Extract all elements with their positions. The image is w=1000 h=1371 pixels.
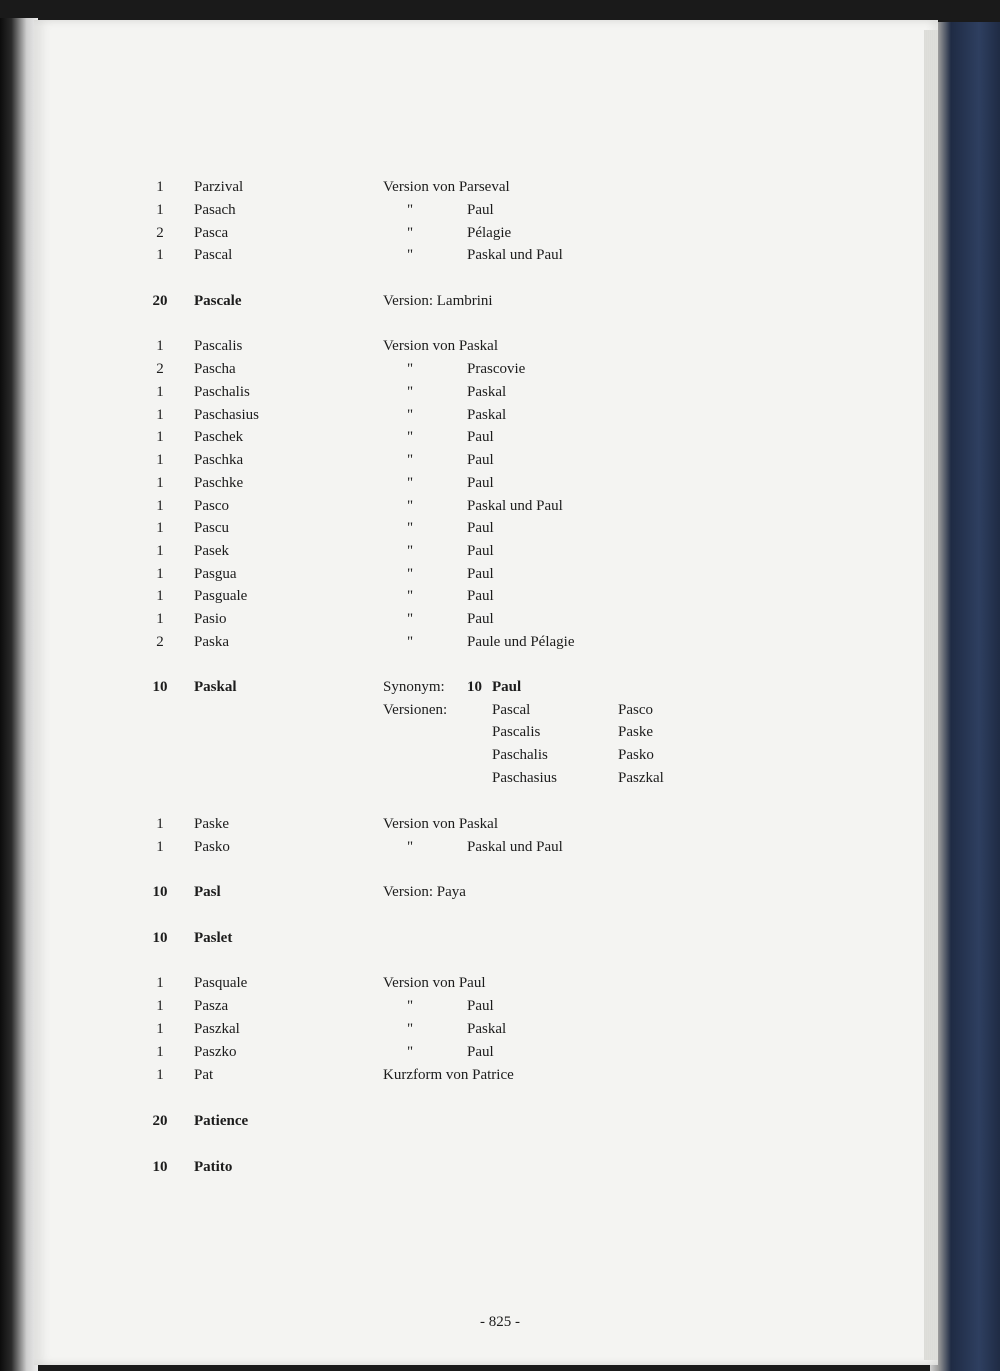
entry-name: Paschka [194, 452, 244, 468]
entry-target: Paskal [467, 407, 507, 423]
entry-relation: Kurzform von Patrice [383, 1067, 514, 1083]
entry-name: Pascha [194, 361, 236, 377]
entry-count: 1 [156, 1067, 164, 1083]
ditto-mark: " [407, 520, 414, 536]
entry-count: 1 [156, 1021, 164, 1037]
entry-name: Pasko [194, 839, 230, 855]
entry-count: 10 [152, 884, 168, 900]
entry-name: Pasio [194, 611, 227, 627]
ditto-mark: " [407, 998, 414, 1014]
entry-count: 1 [156, 1044, 164, 1060]
entry-name: Pasguale [194, 588, 248, 604]
entry-name: Patito [194, 1159, 233, 1175]
entry-name: Paschke [194, 475, 244, 491]
entry-target: Paul [467, 520, 494, 536]
entry-count: 2 [156, 361, 164, 377]
ditto-mark: " [407, 839, 414, 855]
versions-label: Versionen: [383, 702, 448, 718]
entry-count: 2 [156, 634, 164, 650]
entry-name: Paska [194, 634, 229, 650]
entry-target: Paul [467, 998, 494, 1014]
ditto-mark: " [407, 543, 414, 559]
ditto-mark: " [407, 588, 414, 604]
entry-count: 1 [156, 498, 164, 514]
entry-relation: Version: Lambrini [383, 293, 493, 309]
entry-name: Paslet [194, 930, 233, 946]
synonym-count: 10 [467, 679, 482, 695]
synonym-name: Paul [492, 679, 522, 695]
entry-count: 1 [156, 839, 164, 855]
entry-relation: Version von Paul [383, 975, 486, 991]
entry-count: 10 [152, 930, 168, 946]
ditto-mark: " [407, 634, 414, 650]
entry-name: Pasl [194, 884, 221, 900]
ditto-mark: " [407, 611, 414, 627]
entry-target: Paul [467, 588, 494, 604]
entry-count: 1 [156, 384, 164, 400]
page-edges [924, 30, 938, 1360]
ditto-mark: " [407, 429, 414, 445]
entry-name: Pascale [194, 293, 242, 309]
entry-name: Paschasius [194, 407, 259, 423]
entry-name: Pascu [194, 520, 229, 536]
ditto-mark: " [407, 1021, 414, 1037]
version-name: Pasko [618, 747, 654, 763]
entry-target: Paskal [467, 384, 507, 400]
entry-name: Parzival [194, 179, 244, 195]
entry-target: Paskal und Paul [467, 498, 563, 514]
entry-target: Paskal und Paul [467, 247, 563, 263]
entry-name: Pasquale [194, 975, 248, 991]
entry-count: 1 [156, 452, 164, 468]
entry-target: Paul [467, 429, 494, 445]
entry-name: Pasgua [194, 566, 237, 582]
entry-target: Paul [467, 566, 494, 582]
ditto-mark: " [407, 202, 414, 218]
entry-name: Patience [194, 1113, 249, 1129]
entry-target: Paul [467, 1044, 494, 1060]
entry-count: 1 [156, 975, 164, 991]
entry-relation: Version von Paskal [383, 816, 498, 832]
version-name: Paske [618, 724, 653, 740]
entry-name: Pasza [194, 998, 229, 1014]
version-name: Paszkal [618, 770, 664, 786]
entry-count: 10 [152, 1159, 168, 1175]
version-name: Paschasius [492, 770, 557, 786]
book-spine-edge [0, 18, 38, 1371]
ditto-mark: " [407, 566, 414, 582]
entry-name: Pasach [194, 202, 236, 218]
entry-name: Pascalis [194, 338, 243, 354]
entry-target: Paul [467, 543, 494, 559]
entry-count: 1 [156, 816, 164, 832]
entry-count: 1 [156, 429, 164, 445]
entry-name: Pascal [194, 247, 233, 263]
entry-count: 1 [156, 338, 164, 354]
version-name: Pascalis [492, 724, 541, 740]
entry-name: Paszko [194, 1044, 237, 1060]
entry-count: 1 [156, 520, 164, 536]
entry-count: 1 [156, 202, 164, 218]
entry-target: Paul [467, 475, 494, 491]
entry-count: 1 [156, 179, 164, 195]
entry-count: 20 [152, 1113, 168, 1129]
ditto-mark: " [407, 407, 414, 423]
entry-name: Paskal [194, 679, 237, 695]
book-cover-edge [930, 22, 1000, 1371]
entry-count: 2 [156, 225, 164, 241]
entry-relation: Version von Parseval [383, 179, 510, 195]
ditto-mark: " [407, 498, 414, 514]
entry-target: Pélagie [467, 225, 512, 241]
entry-count: 20 [152, 293, 168, 309]
ditto-mark: " [407, 1044, 414, 1060]
version-name: Pascal [492, 702, 531, 718]
ditto-mark: " [407, 452, 414, 468]
entry-name: Paske [194, 816, 229, 832]
entry-name: Paszkal [194, 1021, 240, 1037]
entry-count: 1 [156, 588, 164, 604]
page-number: - 825 - [480, 1314, 520, 1330]
entry-count: 1 [156, 566, 164, 582]
synonym-label: Synonym: [383, 679, 445, 695]
entry-target: Paul [467, 452, 494, 468]
entry-target: Paskal [467, 1021, 507, 1037]
version-name: Paschalis [492, 747, 548, 763]
ditto-mark: " [407, 225, 414, 241]
entry-count: 1 [156, 611, 164, 627]
entry-count: 1 [156, 543, 164, 559]
entry-name: Pasca [194, 225, 229, 241]
entry-name: Pat [194, 1067, 214, 1083]
version-name: Pasco [618, 702, 653, 718]
entry-target: Paskal und Paul [467, 839, 563, 855]
entry-name: Pasco [194, 498, 229, 514]
entry-target: Paule und Pélagie [467, 634, 575, 650]
entry-count: 1 [156, 247, 164, 263]
entry-target: Paul [467, 202, 494, 218]
entry-target: Prascovie [467, 361, 526, 377]
entry-name: Pasek [194, 543, 229, 559]
ditto-mark: " [407, 384, 414, 400]
entry-count: 1 [156, 998, 164, 1014]
entry-count: 1 [156, 475, 164, 491]
entry-name: Paschalis [194, 384, 250, 400]
entry-count: 1 [156, 407, 164, 423]
entry-name: Paschek [194, 429, 244, 445]
ditto-mark: " [407, 361, 414, 377]
entry-count: 10 [152, 679, 168, 695]
ditto-mark: " [407, 247, 414, 263]
entry-relation: Version von Paskal [383, 338, 498, 354]
ditto-mark: " [407, 475, 414, 491]
entry-target: Paul [467, 611, 494, 627]
entry-relation: Version: Paya [383, 884, 466, 900]
